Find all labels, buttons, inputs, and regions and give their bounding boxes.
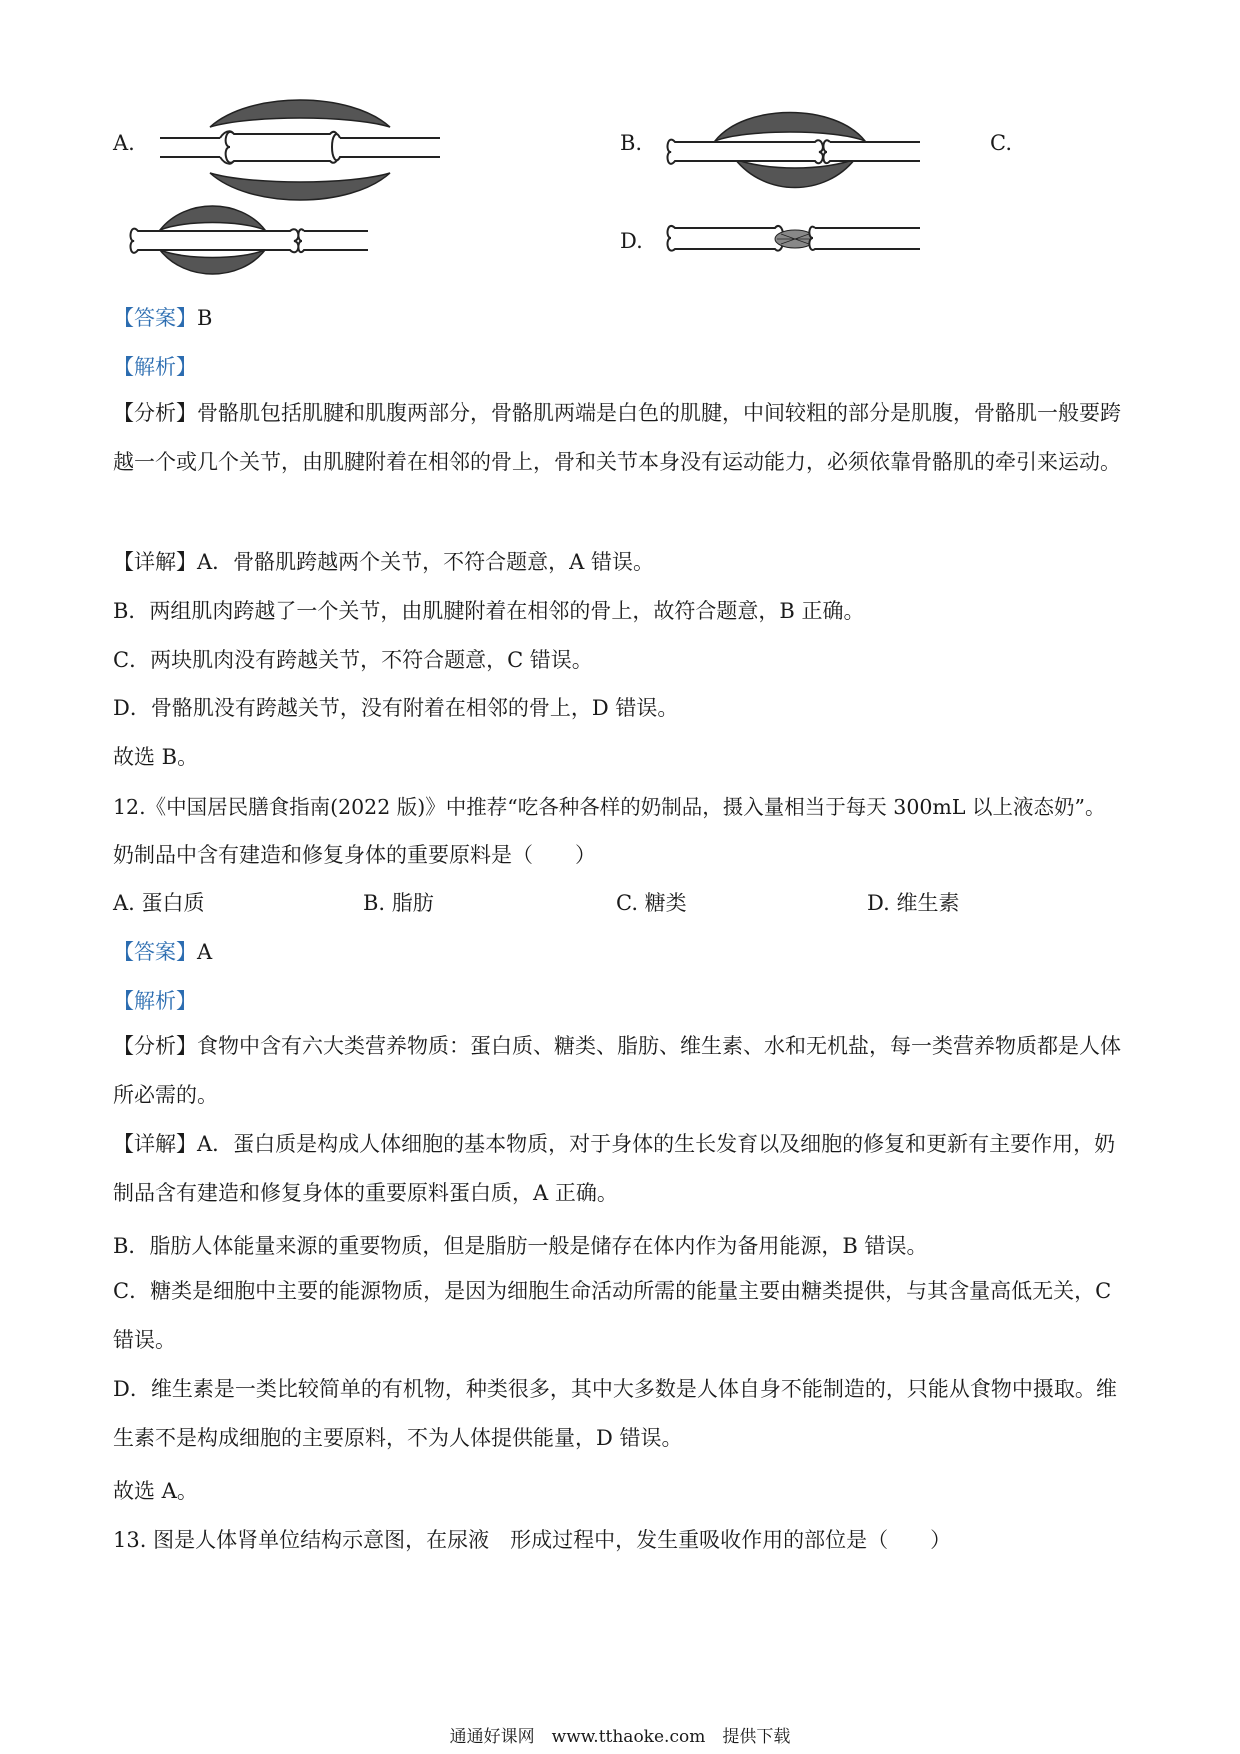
q12-stem-line2: 奶制品中含有建造和修复身体的重要原料是（ ）	[113, 843, 596, 867]
option-label-d: D.	[620, 229, 643, 253]
q12-answer-tag: 【答案】	[113, 940, 197, 964]
q11-analysis-text: 骨骼肌包括肌腱和肌腹两部分，骨骼肌两端是白色的肌腱，中间较粗的部分是肌腹，骨骼肌一般要跨越一个或几个关节，由肌腱附着在相邻的骨上，骨和关节本身没有运动能力，必须依靠骨骼肌的牵引来运动。	[113, 401, 1121, 474]
q11-detail-b: B．两组肌肉跨越了一个关节，由肌腱附着在相邻的骨上，故符合题意，B 正确。	[113, 599, 865, 623]
figure-option-d	[665, 214, 925, 264]
q11-analysis-tag: 【解析】	[113, 355, 197, 379]
q12-analysis-text: 食物中含有六大类营养物质：蛋白质、糖类、脂肪、维生素、水和无机盐，每一类营养物质都是人体所必需的。	[113, 1034, 1121, 1107]
q12-choice-c: C. 糖类	[616, 891, 687, 915]
q11-detail-line-a	[113, 546, 654, 576]
q12-analysis-tag: 【解析】	[113, 989, 197, 1013]
option-label-b: B.	[620, 131, 643, 155]
figure-option-b	[665, 105, 925, 195]
q12-choice-b: B. 脂肪	[363, 891, 434, 915]
option-label-a: A.	[113, 131, 135, 155]
q11-conclusion: 故选 B。	[113, 745, 199, 769]
q12-analysis-paragraph	[113, 1022, 1133, 1120]
q11-answer-tag: 【答案】	[113, 306, 197, 330]
q13-stem: 13. 图是人体肾单位结构示意图，在尿液 形成过程中，发生重吸收作用的部位是（ ）	[113, 1528, 952, 1552]
q12-answer-line	[113, 936, 212, 966]
q11-analysis-label: 【分析】	[113, 401, 197, 425]
q11-analysis-paragraph	[113, 389, 1133, 487]
q12-answer-value: A	[197, 940, 213, 964]
q12-detail-c: C．糖类是细胞中主要的能源物质，是因为细胞生命活动所需的能量主要由糖类提供，与其含量高低无关，C 错误。	[113, 1279, 1112, 1352]
q12-detail-a-paragraph	[113, 1120, 1133, 1218]
q12-detail-d: D．维生素是一类比较简单的有机物，种类很多，其中大多数是人体自身不能制造的，只能从食物中摄取。维生素不是构成细胞的主要原料，不为人体提供能量，D 错误。	[113, 1377, 1117, 1450]
figure-option-c	[130, 200, 370, 280]
q12-detail-a: A．蛋白质是构成人体细胞的基本物质，对于身体的生长发育以及细胞的修复和更新有主要作用，奶制品含有建造和修复身体的重要原料蛋白质，A 正确。	[113, 1132, 1116, 1205]
q11-detail-label: 【详解】	[113, 550, 197, 574]
figure-option-a	[160, 95, 440, 205]
q12-detail-b: B．脂肪人体能量来源的重要物质，但是脂肪一般是储存在体内作为备用能源，B 错误。	[113, 1234, 928, 1258]
q11-detail-c: C．两块肌肉没有跨越关节，不符合题意，C 错误。	[113, 648, 593, 672]
q11-answer-line	[113, 302, 212, 332]
q11-detail-d: D．骨骼肌没有跨越关节，没有附着在相邻的骨上，D 错误。	[113, 696, 679, 720]
option-label-c: C.	[990, 131, 1012, 155]
q12-choice-d: D. 维生素	[867, 891, 960, 915]
q11-detail-a: A．骨骼肌跨越两个关节，不符合题意，A 错误。	[197, 550, 655, 574]
q12-analysis-label: 【分析】	[113, 1034, 197, 1058]
q11-answer-value: B	[197, 306, 213, 330]
page-footer: 通通好课网 www.tthaoke.com 提供下载	[449, 1727, 791, 1747]
q12-detail-label: 【详解】	[113, 1132, 197, 1156]
q12-choice-a: A. 蛋白质	[113, 891, 205, 915]
q12-stem-line1: 12.《中国居民膳食指南(2022 版)》中推荐“吃各种各样的奶制品，摄入量相当于每天 300mL 以上液态奶”。	[113, 795, 1106, 819]
q12-conclusion: 故选 A。	[113, 1479, 198, 1503]
